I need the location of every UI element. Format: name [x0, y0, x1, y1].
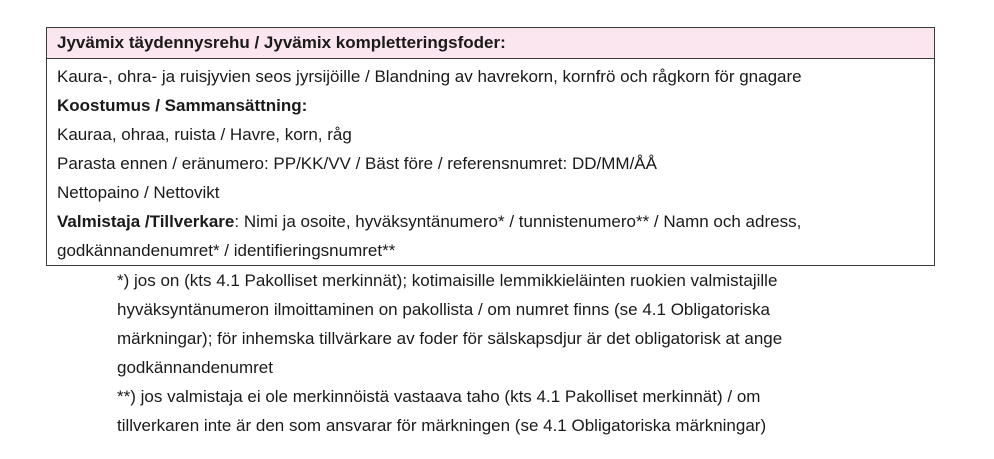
manufacturer-text: : Nimi ja osoite, hyväksyntänumero* / tunnistenumero** / Namn och adress, [234, 212, 802, 231]
net-weight-text: Nettopaino / Nettovikt [57, 183, 220, 202]
footnote-1-line: *) jos on (kts 4.1 Pakolliset merkinnät); kotimaisille lemmikkieläinten ruokien valmistajille [117, 271, 778, 290]
footnote-2-line: **) jos valmistaja ei ole merkinnöistä vastaava taho (kts 4.1 Pakolliset merkinnät) / om [117, 387, 761, 406]
footnotes [117, 266, 957, 440]
footnote-1-line: godkännandenumret [117, 358, 273, 377]
manufacturer-text-continued: godkännandenumret* / identifieringsnumret** [57, 241, 396, 260]
manufacturer-heading: Valmistaja /Tillverkare [57, 212, 235, 231]
label-body [57, 62, 930, 265]
composition-text: Kauraa, ohraa, ruista / Havre, korn, råg [57, 125, 352, 144]
composition-heading: Koostumus / Sammansättning: [57, 96, 308, 115]
footnote-2-line: tillverkaren inte är den som ansvarar för märkningen (se 4.1 Obligatoriska märkningar) [117, 416, 767, 435]
manufacturer-line [57, 207, 930, 236]
best-before-text: Parasta ennen / eränumero: PP/KK/VV / Bäst före / referensnumret: DD/MM/ÅÅ [57, 154, 657, 173]
label-table [46, 27, 935, 266]
footnote-1-line: hyväksyntänumeron ilmoittaminen on pakollista / om numret finns (se 4.1 Obligatoriska [117, 300, 770, 319]
footnote-1-line: märkningar); för inhemska tillvärkare av foder för sälskapsdjur är det obligatorisk at ange [117, 329, 783, 348]
product-description: Kaura-, ohra- ja ruisjyvien seos jyrsijöille / Blandning av havrekorn, kornfrö och rågkorn för gnagare [57, 67, 802, 86]
label-header: Jyvämix täydennysrehu / Jyvämix kompletteringsfoder: [47, 28, 934, 59]
